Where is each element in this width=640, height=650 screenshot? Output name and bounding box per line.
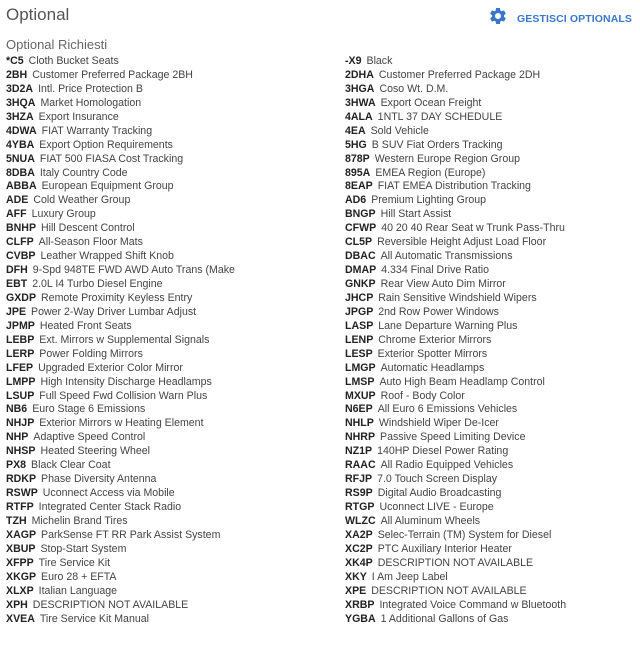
option-item <box>6 82 345 96</box>
option-description: Leather Wrapped Shift Knob <box>40 250 174 263</box>
option-item <box>6 263 345 277</box>
option-code: 4DWA <box>6 124 37 137</box>
option-description: DESCRIPTION NOT AVAILABLE <box>371 584 527 597</box>
option-code: DBAC <box>345 250 376 263</box>
option-item <box>6 612 345 626</box>
option-description: Exterior Spotter Mirrors <box>377 347 488 360</box>
option-item <box>6 389 345 403</box>
option-item <box>345 207 636 221</box>
option-item <box>6 556 345 570</box>
option-code: 5HG <box>345 138 367 151</box>
option-description: Euro 28 + EFTA <box>41 570 117 583</box>
option-code: JPMP <box>6 319 35 332</box>
option-item <box>345 96 636 110</box>
option-item <box>345 500 636 514</box>
option-item <box>6 542 345 556</box>
option-item <box>6 152 345 166</box>
option-item <box>345 333 636 347</box>
option-description: Rain Sensitive Windshield Wipers <box>378 291 537 304</box>
option-code: RSWP <box>6 487 38 500</box>
option-item <box>345 598 636 612</box>
option-description: 9-Spd 948TE FWD AWD Auto Trans (Make <box>32 264 235 277</box>
option-item <box>6 110 345 124</box>
option-code: RS9P <box>345 487 373 500</box>
option-item <box>345 584 636 598</box>
option-description: Uconnect LIVE - Europe <box>379 501 494 513</box>
option-item <box>345 249 636 263</box>
option-description: All Euro 6 Emissions Vehicles <box>377 403 518 416</box>
option-item <box>345 152 636 166</box>
option-item <box>345 263 636 277</box>
option-description: Hill Descent Control <box>41 222 135 235</box>
option-code: 2BH <box>6 68 28 81</box>
option-code: CLFP <box>6 236 34 249</box>
option-description: Export Insurance <box>38 110 119 123</box>
option-description: Western Europe Region Group <box>374 152 521 165</box>
option-code: NHP <box>6 431 29 444</box>
option-code: NHSP <box>6 445 36 458</box>
option-code: CFWP <box>345 222 377 235</box>
option-description: Rear View Auto Dim Mirror <box>380 278 506 290</box>
manage-optionals-button[interactable] <box>488 6 632 31</box>
option-code: EBT <box>6 278 28 290</box>
option-item <box>345 54 636 68</box>
option-code: NHRP <box>345 431 376 444</box>
option-code: XVEA <box>6 612 35 625</box>
option-description: Customer Preferred Package 2BH <box>32 68 193 81</box>
option-description: ParkSense FT RR Park Assist System <box>41 528 221 541</box>
option-code: N6EP <box>345 403 373 416</box>
option-item <box>345 402 636 416</box>
option-description: Windshield Wiper De-Icer <box>378 417 499 430</box>
option-item <box>345 612 636 626</box>
option-code: NB6 <box>6 403 28 416</box>
option-description: Auto High Beam Headlamp Control <box>379 375 545 388</box>
option-description: 7.0 Touch Screen Display <box>377 473 498 486</box>
option-code: RTGP <box>345 501 375 513</box>
option-code: LASP <box>345 319 374 332</box>
option-item <box>345 110 636 124</box>
option-item <box>345 305 636 319</box>
option-description: Exterior Mirrors w Heating Element <box>39 417 204 430</box>
option-item <box>6 124 345 138</box>
option-description: All Automatic Transmissions <box>380 250 513 263</box>
option-code: MXUP <box>345 389 376 402</box>
option-item <box>345 375 636 389</box>
option-code: 3HQA <box>6 96 36 109</box>
option-code: LMPP <box>6 375 36 388</box>
option-code: XAGP <box>6 528 37 541</box>
option-item <box>345 472 636 486</box>
option-description: Phase Diversity Antenna <box>41 473 157 486</box>
option-description: All Aluminum Wheels <box>380 514 481 527</box>
option-code: 8EAP <box>345 180 373 193</box>
option-description: Export Ocean Freight <box>380 96 482 109</box>
option-description: Full Speed Fwd Collision Warn Plus <box>39 389 208 402</box>
option-description: PTC Auxiliary Interior Heater <box>377 542 512 555</box>
option-description: Customer Preferred Package 2DH <box>378 68 541 81</box>
option-code: XKGP <box>6 570 37 583</box>
option-code: JPGP <box>345 305 374 318</box>
option-item <box>6 54 345 68</box>
option-item <box>6 207 345 221</box>
option-item <box>6 179 345 193</box>
manage-optionals-label: GESTISCI OPTIONALS <box>517 12 632 25</box>
option-description: 1 Additional Gallons of Gas <box>380 612 509 625</box>
option-description: Lane Departure Warning Plus <box>378 319 518 332</box>
option-description: EMEA Region (Europe) <box>375 166 486 179</box>
option-item <box>6 598 345 612</box>
option-item <box>6 291 345 305</box>
option-code: XKY <box>345 570 367 583</box>
option-description: Tire Service Kit Manual <box>39 612 149 625</box>
option-code: 5NUA <box>6 152 35 165</box>
option-description: FIAT EMEA Distribution Tracking <box>377 180 531 193</box>
option-code: XLXP <box>6 584 34 597</box>
option-item <box>345 444 636 458</box>
option-description: 2nd Row Power Windows <box>378 305 499 318</box>
page-title: Optional <box>6 5 70 24</box>
option-item <box>345 68 636 82</box>
option-description: Intl. Price Protection B <box>38 82 143 95</box>
option-description: Hill Start Assist <box>380 208 452 221</box>
option-description: Cloth Bucket Seats <box>28 55 119 67</box>
option-description: Tire Service Kit <box>38 556 111 569</box>
option-description: Black Clear Coat <box>31 459 111 472</box>
option-code: 895A <box>345 166 371 179</box>
option-item <box>345 347 636 361</box>
option-description: All-Season Floor Mats <box>38 236 143 249</box>
option-description: Black <box>366 55 393 67</box>
option-item <box>6 486 345 500</box>
option-code: WLZC <box>345 514 376 527</box>
option-description: Power 2-Way Driver Lumbar Adjust <box>31 305 197 318</box>
option-description: Euro Stage 6 Emissions <box>32 403 146 416</box>
option-code: RAAC <box>345 459 376 472</box>
option-item <box>345 528 636 542</box>
option-description: Sold Vehicle <box>370 124 429 137</box>
option-code: 2DHA <box>345 68 374 81</box>
option-code: LESP <box>345 347 373 360</box>
option-item <box>6 166 345 180</box>
option-code: GXDP <box>6 291 37 304</box>
option-code: DMAP <box>345 264 377 277</box>
option-item <box>6 430 345 444</box>
option-description: Digital Audio Broadcasting <box>377 487 502 500</box>
option-description: Selec-Terrain (TM) System for Diesel <box>377 528 552 541</box>
option-code: LFEP <box>6 361 34 374</box>
option-item <box>345 389 636 403</box>
option-description: Cold Weather Group <box>33 194 131 207</box>
gear-icon <box>488 6 508 31</box>
option-description: 40 20 40 Rear Seat w Trunk Pass-Thru <box>381 222 565 235</box>
option-code: 3HWA <box>345 96 376 109</box>
option-code: 4ALA <box>345 110 373 123</box>
option-description: Roof - Body Color <box>380 389 465 402</box>
option-item <box>345 416 636 430</box>
option-item <box>345 235 636 249</box>
option-description: Export Option Requirements <box>39 138 173 151</box>
option-item <box>345 166 636 180</box>
option-description: 140HP Diesel Power Rating <box>377 445 509 458</box>
option-code: 4YBA <box>6 138 35 151</box>
header-bar <box>0 0 640 32</box>
option-item <box>6 514 345 528</box>
option-description: Heated Front Seats <box>39 319 132 332</box>
option-description: I Am Jeep Label <box>371 570 448 583</box>
option-description: Integrated Voice Command w Bluetooth <box>379 598 567 611</box>
option-description: DESCRIPTION NOT AVAILABLE <box>32 598 189 611</box>
option-item <box>345 179 636 193</box>
option-code: LENP <box>345 333 374 346</box>
option-code: RTFP <box>6 501 34 513</box>
option-description: Italy Country Code <box>39 166 128 179</box>
option-code: LSUP <box>6 389 35 402</box>
option-description: Italian Language <box>38 584 118 597</box>
option-code: PX8 <box>6 459 27 472</box>
option-code: JHCP <box>345 291 374 304</box>
option-description: 4.334 Final Drive Ratio <box>381 264 489 277</box>
option-code: TZH <box>6 514 27 527</box>
option-code: RFJP <box>345 473 373 486</box>
option-item <box>6 305 345 319</box>
option-item <box>345 430 636 444</box>
option-code: ADE <box>6 194 29 207</box>
option-item <box>6 221 345 235</box>
option-item <box>345 486 636 500</box>
option-description: Ext. Mirrors w Supplemental Signals <box>39 333 210 346</box>
option-description: Upgraded Exterior Color Mirror <box>38 361 183 374</box>
option-item <box>345 458 636 472</box>
option-item <box>6 570 345 584</box>
option-item <box>6 249 345 263</box>
option-description: Uconnect Access via Mobile <box>42 487 175 500</box>
option-item <box>6 138 345 152</box>
option-item <box>345 291 636 305</box>
option-code: NZ1P <box>345 445 373 458</box>
option-code: CL5P <box>345 236 373 249</box>
option-item <box>345 221 636 235</box>
option-code: YGBA <box>345 612 376 625</box>
option-item <box>6 277 345 291</box>
option-code: LEBP <box>6 333 35 346</box>
option-code: XC2P <box>345 542 373 555</box>
option-description: 1NTL 37 DAY SCHEDULE <box>377 110 503 123</box>
option-code: CVBP <box>6 250 36 263</box>
option-item <box>345 319 636 333</box>
option-description: European Equipment Group <box>41 180 174 193</box>
option-item <box>6 444 345 458</box>
option-description: Michelin Brand Tires <box>31 514 128 527</box>
option-description: Passive Speed Limiting Device <box>380 431 526 444</box>
option-description: Adaptive Speed Control <box>33 431 146 444</box>
option-item <box>6 375 345 389</box>
section-title: Optional Richiesti <box>6 37 108 52</box>
option-item <box>6 528 345 542</box>
option-description: Remote Proximity Keyless Entry <box>41 291 193 304</box>
option-item <box>6 347 345 361</box>
option-description: Integrated Center Stack Radio <box>38 501 182 513</box>
options-list <box>6 54 636 625</box>
option-code: JPE <box>6 305 27 318</box>
option-code: XBUP <box>6 542 36 555</box>
option-description: Market Homologation <box>40 96 142 109</box>
option-code: 3HZA <box>6 110 34 123</box>
option-description: All Radio Equipped Vehicles <box>380 459 514 472</box>
option-code: XRBP <box>345 598 375 611</box>
option-code: 3D2A <box>6 82 34 95</box>
option-code: 878P <box>345 152 370 165</box>
option-code: RDKP <box>6 473 37 486</box>
option-item <box>6 68 345 82</box>
option-code: XFPP <box>6 556 34 569</box>
option-code: XA2P <box>345 528 373 541</box>
option-description: FIAT Warranty Tracking <box>41 124 153 137</box>
option-code: GNKP <box>345 278 376 290</box>
option-item <box>6 319 345 333</box>
option-item <box>345 556 636 570</box>
option-description: Chrome Exterior Mirrors <box>378 333 492 346</box>
option-item <box>345 570 636 584</box>
option-item <box>6 472 345 486</box>
option-code: XPE <box>345 584 367 597</box>
option-item <box>6 500 345 514</box>
option-description: FIAT 500 FIASA Cost Tracking <box>39 152 184 165</box>
option-item <box>6 193 345 207</box>
option-code: BNHP <box>6 222 37 235</box>
option-description: Premium Lighting Group <box>371 194 487 207</box>
option-description: Reversible Height Adjust Load Floor <box>377 236 547 249</box>
option-item <box>345 124 636 138</box>
option-item <box>6 416 345 430</box>
option-item <box>345 542 636 556</box>
option-code: NHJP <box>6 417 35 430</box>
option-description: Heated Steering Wheel <box>40 445 150 458</box>
option-item <box>345 361 636 375</box>
option-code: LERP <box>6 347 35 360</box>
option-item <box>6 333 345 347</box>
option-code: -X9 <box>345 55 362 67</box>
option-description: 2.0L I4 Turbo Diesel Engine <box>32 278 163 290</box>
option-description: Luxury Group <box>31 208 96 221</box>
option-code: 8DBA <box>6 166 35 179</box>
option-code: 3HGA <box>345 82 375 95</box>
option-code: *C5 <box>6 55 24 67</box>
option-description: High Intensity Discharge Headlamps <box>40 375 212 388</box>
option-code: XPH <box>6 598 28 611</box>
option-item <box>345 138 636 152</box>
option-code: AD6 <box>345 194 367 207</box>
option-item <box>345 277 636 291</box>
option-code: AFF <box>6 208 27 221</box>
option-description: DESCRIPTION NOT AVAILABLE <box>377 556 534 569</box>
option-item <box>6 96 345 110</box>
option-item <box>6 458 345 472</box>
option-code: LMSP <box>345 375 375 388</box>
option-item <box>345 193 636 207</box>
option-code: NHLP <box>345 417 374 430</box>
option-code: ABBA <box>6 180 37 193</box>
option-item <box>6 361 345 375</box>
option-code: 4EA <box>345 124 366 137</box>
option-code: XK4P <box>345 556 373 569</box>
option-item <box>345 514 636 528</box>
option-description: Automatic Headlamps <box>380 361 485 374</box>
option-item <box>6 584 345 598</box>
option-description: Coso Wt. D.M. <box>379 82 449 95</box>
option-description: Power Folding Mirrors <box>39 347 143 360</box>
option-item <box>345 82 636 96</box>
option-item <box>6 402 345 416</box>
option-code: BNGP <box>345 208 376 221</box>
option-description: B SUV Fiat Orders Tracking <box>371 138 503 151</box>
option-code: LMGP <box>345 361 376 374</box>
option-description: Stop-Start System <box>40 542 127 555</box>
option-item <box>6 235 345 249</box>
option-code: DFH <box>6 264 28 277</box>
